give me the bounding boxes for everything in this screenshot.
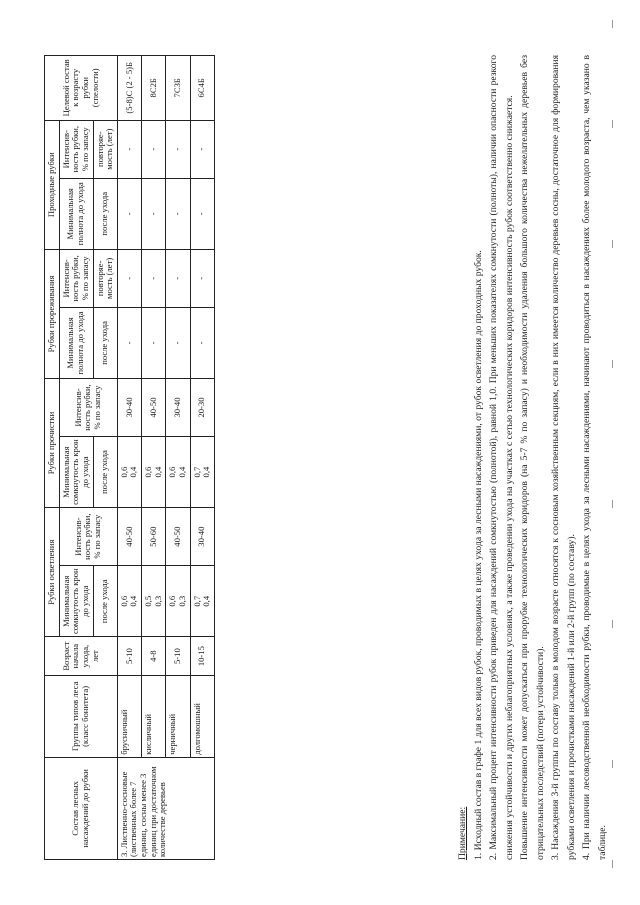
header-intensity-thinning: Интенсив- ность рубки, % по запасу [59,378,117,436]
table-row [166,56,190,860]
group-cell: долгомошный [190,675,214,757]
header-forest-groups: Группы типов леса (класс бонитета) [45,675,118,757]
thinning-intensity-cell: 30-40 [166,378,190,436]
composition-cell: 3. Лиственно-сосновые (лиственных более 7 единиц, сосны менее 3 единиц при достаточном количестве деревьев [117,757,214,859]
target-cell: 8С2Б [142,56,166,121]
passage-density-cell: - [190,178,214,249]
header-target: Целевой состав к возрасту рубки (спелости) [45,56,118,121]
header-release: Рубки прореживания [45,249,60,378]
passage-density-cell: - [142,178,166,249]
scan-mark [612,360,613,368]
header-min-density: Минимальная полнота до ухода [59,307,93,378]
thinning-crown-cell: 0,7 0,4 [190,437,214,508]
clearing-crown-cell: 0,7 0,4 [190,566,214,637]
scan-mark [612,240,613,248]
clearing-intensity-cell: 30-40 [190,508,214,566]
group-cell: кисличный [142,675,166,757]
table-row [190,56,214,860]
release-density-cell: - [190,307,214,378]
scan-mark [612,20,613,28]
target-cell: 7С3Б [166,56,190,121]
header-start-age: Возраст начала ухода, лет [45,637,118,676]
scan-mark [612,620,613,628]
header-passage: Проходные рубки [45,120,60,249]
passage-intensity-cell: - [142,120,166,178]
note-item: 1. Исходный состав в графе 1 для всех видов рубок, проводимых в целях ухода за лесными насаждениями, от рубок осветления до проходных рубок. [472,250,484,860]
age-cell: 5-10 [117,637,141,676]
clearing-crown-cell: 0,5 0,3 [142,566,166,637]
clearing-crown-cell: 0,6 0,3 [166,566,190,637]
forest-care-table [44,55,215,860]
clearing-intensity-cell: 40-50 [166,508,190,566]
scan-mark [612,860,613,868]
group-cell: черничный [166,675,190,757]
note-item: 2. Максимальный процент интенсивности рубок приведен для насаждений сомкнутостью (полнотой), равной 1,0. При меньших показателях сомкнутости (полноты), наличии опасности резкого снижения устойчивости и других неблагоприятных условиях, а также проведении ухода на участках с сетью технологических коридоров интенсивность рубок соответственно снижается. [488,55,515,860]
header-thinning: Рубки прочистки [45,378,60,507]
clearing-intensity-cell: 40-50 [117,508,141,566]
thinning-crown-cell: 0,6 0,4 [166,437,190,508]
thinning-crown-cell: 0,6 0,4 [142,437,166,508]
thinning-intensity-cell: 30-40 [117,378,141,436]
header-intensity-clearing: Интенсив- ность рубки, % по запасу [59,508,117,566]
release-intensity-cell: - [117,249,141,307]
header-min-crown-thinning: Минимальная сомкнутость крон до ухода [59,437,93,508]
scan-mark [612,500,613,508]
passage-density-cell: - [117,178,141,249]
rotated-page [30,25,630,880]
target-cell: 6С4Б [190,56,214,121]
header-after-care-1: после ухода [93,566,117,637]
thinning-intensity-cell: 20-30 [190,378,214,436]
thinning-intensity-cell: 40-50 [142,378,166,436]
age-cell: 10-15 [190,637,214,676]
group-cell: брусничный [117,675,141,757]
thinning-crown-cell: 0,6 0,4 [117,437,141,508]
note-item: Повышение интенсивности может допускаться при прорубке технологических коридоров (на 5-7 % по запасу) и необходимости удаления большого количества нежелательных деревьев без отрицательных последствий (потери устойчивости). [519,55,546,860]
clearing-crown-cell: 0,6 0,4 [117,566,141,637]
header-repeat-1: повторяе- мость (лет) [93,249,117,307]
passage-density-cell: - [166,178,190,249]
clearing-intensity-cell: 50-60 [142,508,166,566]
note-item: 3. Насаждения 3-й группы по составу только в молодом возрасте относятся к сосновым хозяйственным секциям, если в них имеется количество деревьев сосны, достаточное для формирования рубками осветления и прочистками насаждений 1-й или 2-й групп (по составу). [550,55,577,860]
header-min-crown: Минимальная сомкнутость крон до ухода [59,566,93,637]
header-intensity-passage: Интенсив- ность рубки, % по запасу [59,120,93,178]
notes-title: Примечание: [457,806,468,860]
target-cell: (5-8)С (2 - 5)Б [117,56,141,121]
passage-intensity-cell: - [117,120,141,178]
release-density-cell: - [142,307,166,378]
header-row-1 [45,56,60,860]
table-row [117,56,141,860]
scan-mark [612,760,613,768]
notes-block [455,55,610,860]
passage-intensity-cell: - [166,120,190,178]
scan-mark [612,120,613,128]
header-after-care-3: после ухода [93,307,117,378]
header-min-density-passage: Минимальная полнота до ухода [59,178,93,249]
release-intensity-cell: - [190,249,214,307]
header-clearing: Рубки осветления [45,508,60,637]
age-cell: 4-8 [142,637,166,676]
passage-intensity-cell: - [190,120,214,178]
note-item: 4. При наличии лесоводственной необходимости рубки, проводимые в целях ухода за лесными насаждениями, начинают проводиться в насаждениях более молодого возраста, чем указано в таблице. [581,55,608,860]
header-after-care-4: после ухода [93,178,117,249]
header-composition: Состав лесных насаждений до рубки [45,757,118,859]
header-repeat-2: повторяе- мость (лет) [93,120,117,178]
table-row [142,56,166,860]
release-intensity-cell: - [142,249,166,307]
age-cell: 5-10 [166,637,190,676]
header-after-care-2: после ухода [93,437,117,508]
release-intensity-cell: - [166,249,190,307]
release-density-cell: - [117,307,141,378]
header-intensity-release: Интенсив- ность рубки, % по запасу [59,249,93,307]
release-density-cell: - [166,307,190,378]
